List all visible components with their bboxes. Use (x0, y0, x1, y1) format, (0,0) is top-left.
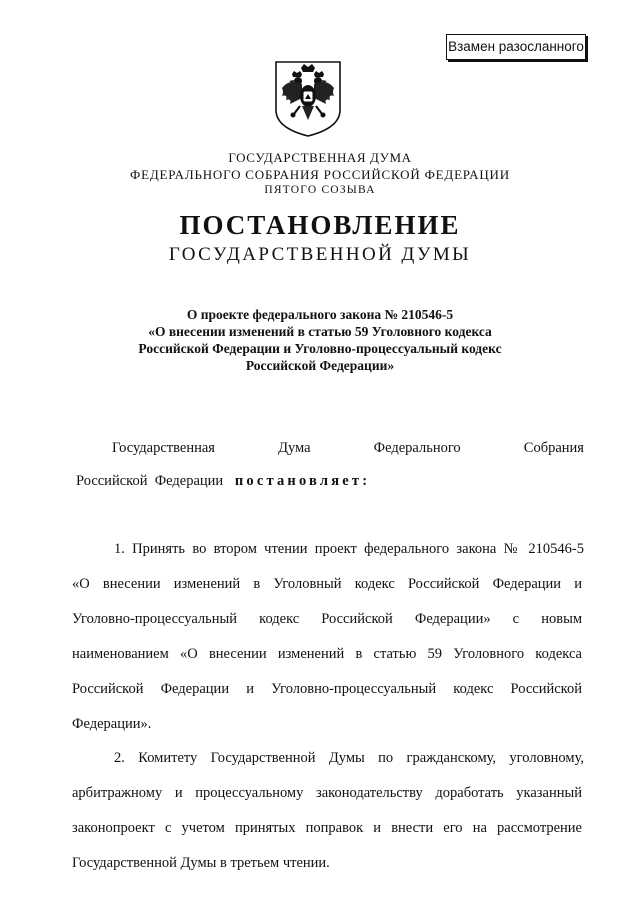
subject-line: Российской Федерации» (245, 358, 395, 373)
preamble-word: Федерального (373, 440, 461, 456)
preamble-word: Собрания (523, 440, 584, 456)
coat-of-arms-emblem (272, 58, 344, 138)
preamble-text: Российской Федерации (76, 473, 224, 489)
item-1-line: Федерации». (72, 716, 152, 732)
preamble-line-1 (112, 440, 584, 457)
subject-line: «О внесении изменений в статью 59 Уголовного кодекса (148, 324, 492, 339)
decree-word: постановляет: (234, 473, 371, 489)
item-1-line: наименованием «О внесении изменений в статью 59 Уголовного кодекса (72, 646, 582, 662)
double-headed-eagle-icon (272, 58, 344, 138)
org-line-state-duma: ГОСУДАРСТВЕННАЯ ДУМА (228, 150, 412, 165)
item-2-line: 2. Комитету Государственной Думы по гражданскому, уголовному, (114, 750, 584, 766)
item-1-line: Российской Федерации и Уголовно-процессуальный кодекс Российской (72, 681, 582, 697)
subject-line: Российской Федерации и Уголовно-процессуальный кодекс (138, 341, 502, 356)
item-1-line: 1. Принять во втором чтении проект федерального закона № 210546-5 (114, 541, 584, 557)
subject-line: О проекте федерального закона № 210546-5 (186, 307, 454, 322)
org-line-convocation: ПЯТОГО СОЗЫВА (264, 184, 376, 196)
document-subtitle: ГОСУДАРСТВЕННОЙ ДУМЫ (168, 244, 472, 265)
preamble-word: Дума (278, 440, 311, 456)
replacement-stamp: Взамен разосланного (446, 34, 586, 60)
preamble-word: Государственная (112, 440, 215, 456)
document-title: ПОСТАНОВЛЕНИЕ (179, 210, 461, 240)
item-1-line: Уголовно-процессуальный кодекс Российской Федерации» с новым (72, 611, 582, 627)
item-1-line: «О внесении изменений в Уголовный кодекс Российской Федерации и (72, 576, 582, 592)
org-line-federal-assembly: ФЕДЕРАЛЬНОГО СОБРАНИЯ РОССИЙСКОЙ ФЕДЕРАЦИИ (130, 167, 510, 182)
preamble-line-2 (76, 473, 586, 490)
item-2-line: Государственной Думы в третьем чтении. (72, 855, 330, 871)
item-2-line: арбитражному и процессуальному законодательству доработать указанный (72, 785, 582, 801)
item-2-line: законопроект с учетом принятых поправок и внести его на рассмотрение (72, 820, 582, 836)
document-subject (0, 306, 640, 374)
